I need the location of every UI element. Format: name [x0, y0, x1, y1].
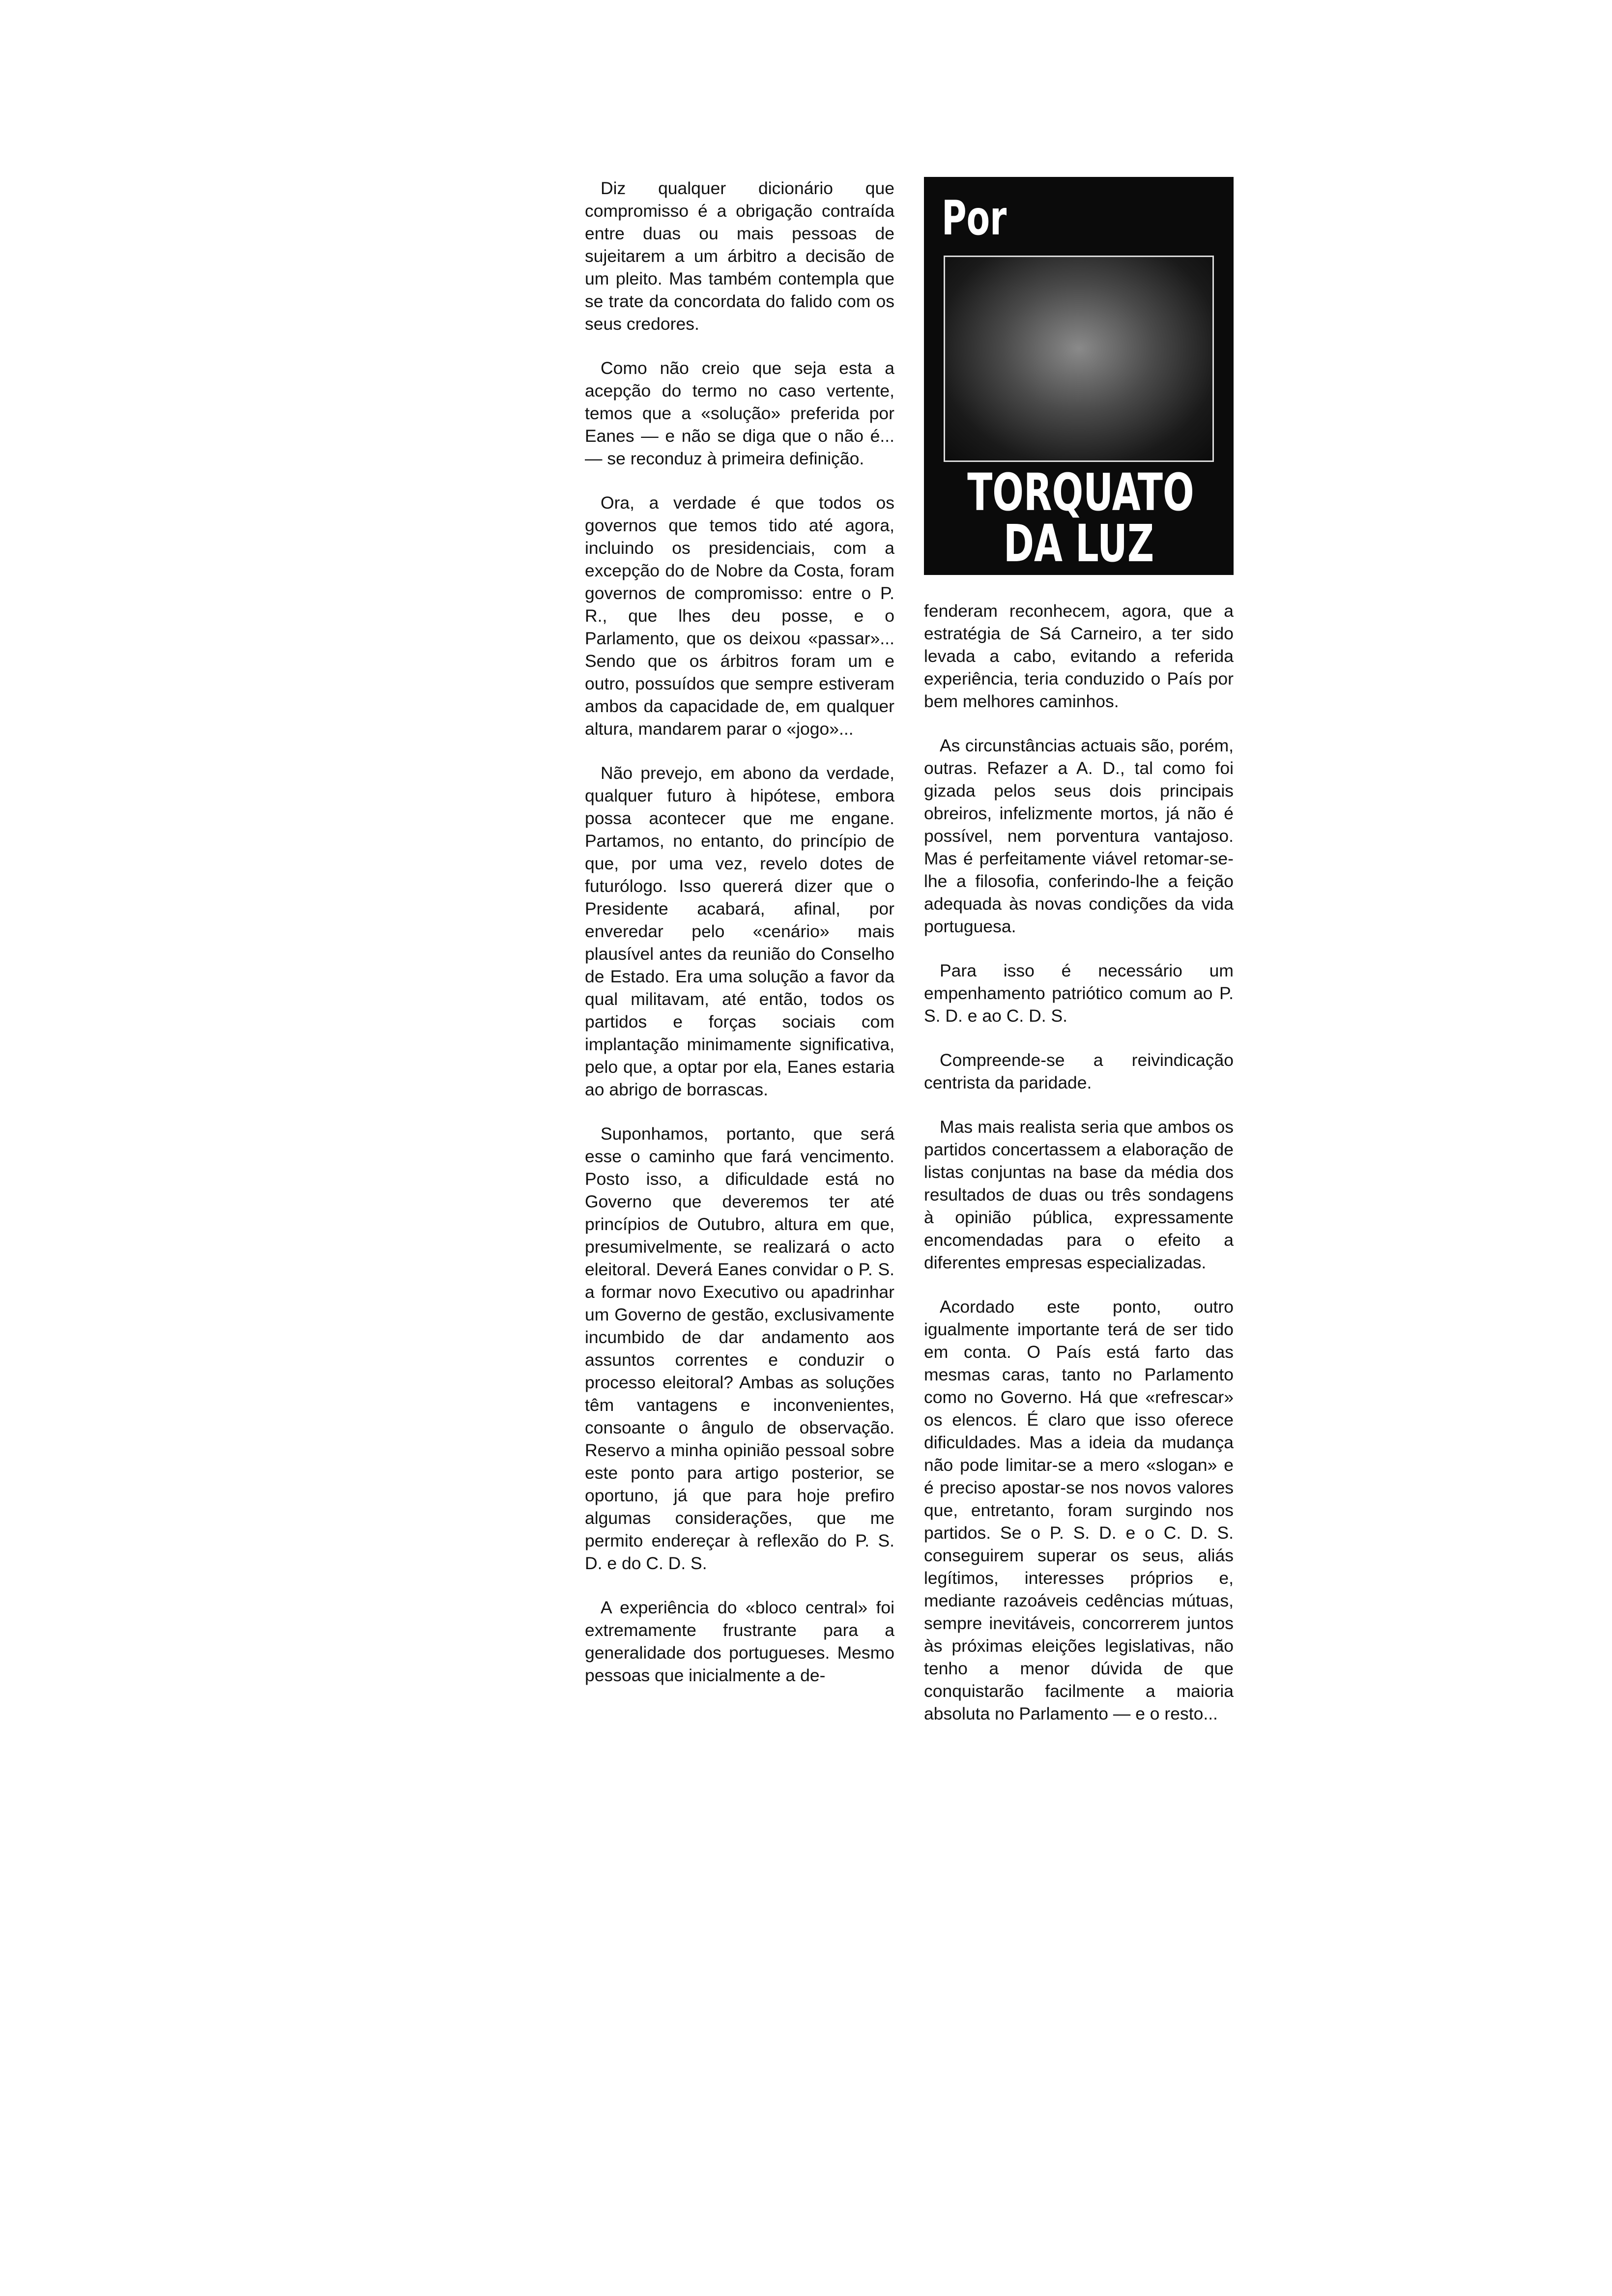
article-paragraph: Acordado este ponto, outro igualmente importante terá de ser tido em conta. O País está farto das mesmas caras, tanto no Parlamento como no Governo. Há que «refrescar» os elencos. É claro que isso oferece dificuldades. Mas a ideia da mudança não pode limitar-se a mero «slogan» e é preciso apostar-se nos novos valores que, entretanto, foram surgindo nos partidos. Se o P. S. D. e o C. D. S. conseguirem superar os seus, aliás legítimos, interesses próprios e, mediante razoáveis cedências mútuas, sempre inevitáveis, concorrerem juntos às próximas eleições legislativas, não tenho a menor dúvida de que conquistarão facilmente a maioria absoluta no Parlamento — e o resto...: [924, 1297, 1234, 1723]
author-byline-box: [924, 177, 1234, 575]
article-paragraph: Suponhamos, portanto, que será esse o caminho que fará vencimento. Posto isso, a dificuldade está no Governo que deveremos ter até princípios de Outubro, altura em que, presumivelmente, se realizará o acto eleitoral. Deverá Eanes convidar o P. S. a formar novo Executivo ou apadrinhar um Governo de gestão, exclusivamente incumbido de dar andamento aos assuntos correntes e conduzir o processo eleitoral? Ambas as soluções têm vantagens e inconvenientes, consoante o ângulo de observação. Reservo a minha opinião pessoal sobre este ponto para artigo posterior, se oportuno, já que para hoje prefiro algumas considerações, que me permito endereçar à reflexão do P. S. D. e do C. D. S.: [585, 1124, 894, 1573]
article-paragraph: Para isso é necessário um empenhamento patriótico comum ao P. S. D. e ao C. D. S.: [924, 961, 1234, 1026]
article-column-right: [924, 600, 1234, 1747]
article-paragraph-split-end: fenderam reconhecem, agora, que a estratégia de Sá Carneiro, a ter sido levada a cabo, evitando a referida experiência, teria conduzido o País por bem melhores caminhos.: [924, 601, 1234, 711]
article-column-left: [585, 177, 894, 1708]
article-paragraph: As circunstâncias actuais são, porém, outras. Refazer a A. D., tal como foi gizada pelos seus dois principais obreiros, infelizmente mortos, já não é possível, nem porventura vantajoso. Mas é perfeitamente viável retomar-se-lhe a filosofia, conferindo-lhe a feição adequada às novas condições da vida portuguesa.: [924, 736, 1234, 936]
article-paragraph: Não prevejo, em abono da verdade, qualquer futuro à hipótese, embora possa acontecer que me engane. Partamos, no entanto, do princípio de que, por uma vez, revelo dotes de futurólogo. Isso quererá dizer que o Presidente acabará, afinal, por enveredar pelo «cenário» mais plausível antes da reunião do Conselho de Estado. Era uma solução a favor da qual militavam, até então, todos os partidos e forças sociais com implantação minimamente significativa, pelo que, a optar por ela, Eanes estaria ao abrigo de borrascas.: [585, 763, 894, 1099]
article-paragraph: Como não creio que seja esta a acepção do termo no caso vertente, temos que a «solução» preferida por Eanes — e não se diga que o não é... — se reconduz à primeira definição.: [585, 358, 894, 468]
author-name-line-1: TORQUATO: [967, 462, 1194, 522]
article-paragraph: Compreende-se a reivindicação centrista da paridade.: [924, 1050, 1234, 1092]
article-paragraph: Ora, a verdade é que todos os governos que temos tido até agora, incluindo os presidenciais, com a excepção do de Nobre da Costa, foram governos de compromisso: entre o P. R., que lhes deu posse, e o Parlamento, que os deixou «passar»... Sendo que os árbitros foram um e outro, possuídos que sempre estiveram ambos da capacidade de, em qualquer altura, mandarem parar o «jogo»...: [585, 493, 894, 739]
author-name-line-2: DA LUZ: [1003, 514, 1154, 574]
article-paragraph: Mas mais realista seria que ambos os partidos concertassem a elaboração de listas conjuntas na base da média dos resultados de duas ou três sondagens à opinião pública, expressamente encomendadas para o efeito a diferentes empresas especializadas.: [924, 1117, 1234, 1272]
author-name: [967, 462, 1194, 574]
newspaper-clipping: [585, 177, 1243, 2079]
author-portrait: [944, 256, 1214, 462]
article-paragraph: Diz qualquer dicionário que compromisso é a obrigação contraída entre duas ou mais pessoas de sujeitarem a um árbitro a decisão de um pleito. Mas também contempla que se trate da concordata do falido com os seus credores.: [585, 178, 894, 334]
byline-prefix: Por: [942, 191, 1007, 246]
article-paragraph-split-start: A experiência do «bloco central» foi extremamente frustrante para a generalidade dos portugueses. Mesmo pessoas que inicialmente a de-: [585, 1598, 894, 1685]
